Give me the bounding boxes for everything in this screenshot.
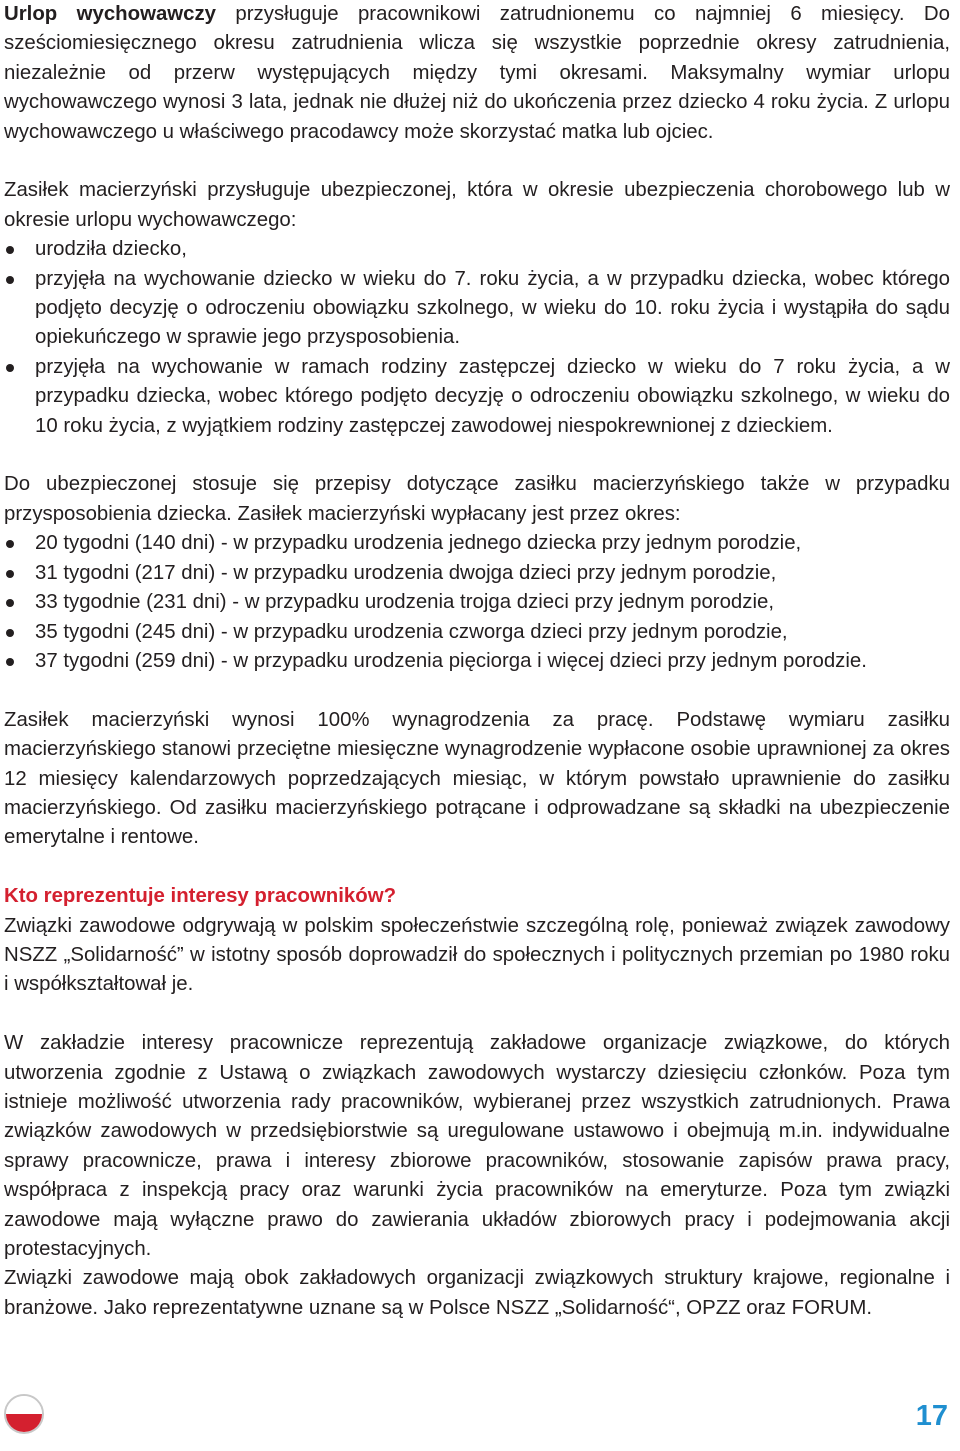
- lead-term: Urlop wychowawczy: [4, 3, 217, 25]
- paragraph-zasilek-intro: Zasiłek macierzyński przysługuje ubezpieczonej, która w okresie ubezpieczenia chorobowego lub w okresie urlopu wychowawczego:: [4, 179, 950, 231]
- paragraph-zwiazki-struktury: Związki zawodowe mają obok zakładowych organizacji związkowych struktury krajowe, regionalne i branżowe. Jako reprezentatywne uznane są w Polsce NSZZ „Solidarność“, OPZZ oraz FORUM.: [4, 1267, 950, 1319]
- paragraph-zwiazki-rola: Związki zawodowe odgrywają w polskim społeczeństwie szczególną rolę, ponieważ związek zawodowy NSZZ „Solidarność” w istotny sposób doprowadził do społecznych i politycznych przemian po 1980 roku i współkształtował je.: [4, 914, 950, 996]
- paragraph-zwiazki-zaklad: W zakładzie interesy pracownicze reprezentują zakładowe organizacje związkowe, do których utworzenia zgodnie z Ustawą o związkach zawodowych wystarczy dziesięciu członków. Poza tym istnieje możliwość utworzenia rady pracowników, wybieranej przez wszystkich zatrudnionych. Prawa związków zawodowych w przedsiębiorstwie są uregulowane ustawowo i obejmują m.in. indywidualne sprawy pracownicze, prawa i interesy zbiorowe pracowników, stosowanie zapisów prawa pracy, współpraca z inspekcją pracy oraz warunki życia pracowników na emeryturze. Poza tym związki zawodowe mają wyłączne prawo do zawierania układów zbiorowych pracy i podejmowania akcji protestacyjnych.: [4, 1032, 950, 1260]
- page-number: 17: [915, 1400, 948, 1432]
- list-item: 35 tygodni (245 dni) - w przypadku urodzenia czworga dzieci przy jednym porodzie,: [4, 618, 950, 647]
- list-item: 20 tygodni (140 dni) - w przypadku urodzenia jednego dziecka przy jednym porodzie,: [4, 529, 950, 558]
- paragraph-przysposobienie: Do ubezpieczonej stosuje się przepisy dotyczące zasiłku macierzyńskiego także w przypadku przysposobienia dziecka. Zasiłek macierzyński wypłacany jest przez okres:: [4, 473, 950, 525]
- list-item: przyjęła na wychowanie w ramach rodziny zastępczej dziecko w wieku do 7 roku życia, a w przypadku dziecka, wobec którego podjęto decyzję o odroczeniu obowiązku szkolnego, w wieku do 10 roku życia, z wyjątkiem rodziny zastępczej zawodowej niespokrewnionej z dzieckiem.: [4, 353, 950, 441]
- eligibility-list: [4, 235, 950, 441]
- list-item: 37 tygodni (259 dni) - w przypadku urodzenia pięciorga i więcej dzieci przy jednym porodzie.: [4, 647, 950, 676]
- poland-flag-icon: [4, 1394, 44, 1434]
- document-page: [4, 0, 950, 1323]
- list-item: przyjęła na wychowanie dziecko w wieku do 7. roku życia, a w przypadku dziecka, wobec którego podjęto decyzję o odroczeniu obowiązku szkolnego, w wieku do 10. roku życia i wystąpiła do sądu opiekuńczego w sprawie jego przysposobienia.: [4, 265, 950, 353]
- paragraph-urlop-wychowawczy: [4, 0, 950, 147]
- list-item: urodziła dziecko,: [4, 235, 950, 264]
- list-item: 31 tygodni (217 dni) - w przypadku urodzenia dwojga dzieci przy jednym porodzie,: [4, 559, 950, 588]
- duration-list: [4, 529, 950, 676]
- list-item: 33 tygodnie (231 dni) - w przypadku urodzenia trojga dzieci przy jednym porodzie,: [4, 588, 950, 617]
- paragraph-text: przysługuje pracownikowi zatrudnionemu co najmniej 6 miesięcy. Do sześciomiesięcznego okresu zatrudnienia wlicza się wszystkie poprzednie okresy zatrudnienia, niezależnie od przerw występujących między tymi okresami. Maksymalny wymiar urlopu wychowawczego wynosi 3 lata, jednak nie dłużej niż do ukończenia przez dziecko 4 roku życia. Z urlopu wychowawczego u właściwego pracodawcy może skorzystać matka lub ojciec.: [4, 3, 950, 143]
- section-heading: Kto reprezentuje interesy pracowników?: [4, 885, 397, 908]
- paragraph-wysokosc-zasilku: Zasiłek macierzyński wynosi 100% wynagrodzenia za pracę. Podstawę wymiaru zasiłku macierzyńskiego stanowi przeciętne miesięczne wynagrodzenie wypłacone osobie uprawnionej za okres 12 miesięcy kalendarzowych poprzedzających miesiąc, w którym powstało uprawnienie do zasiłku macierzyńskiego. Od zasiłku macierzyńskiego potrącane i odprowadzane są składki na ubezpieczenie emerytalne i rentowe.: [4, 708, 950, 849]
